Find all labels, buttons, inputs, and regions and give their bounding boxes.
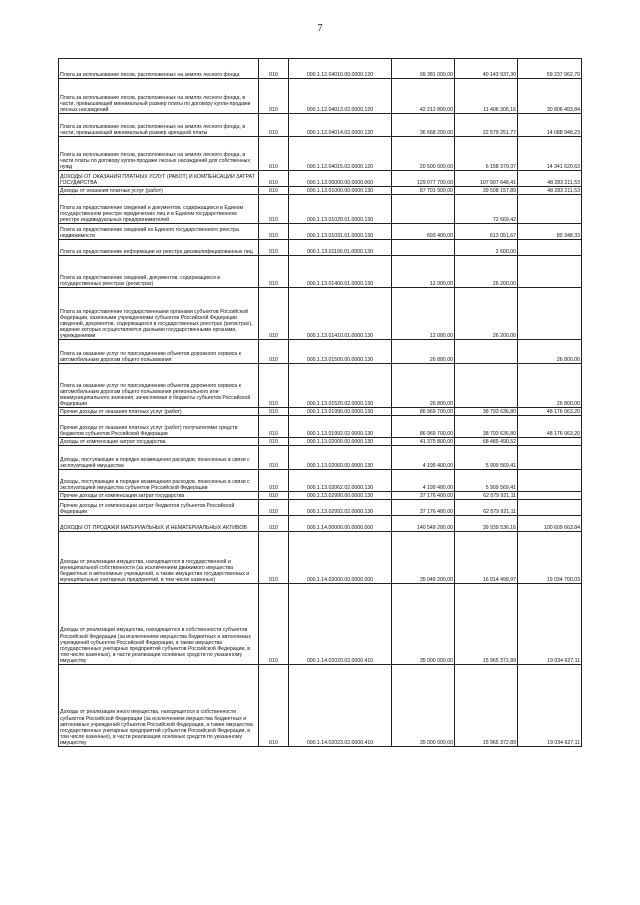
approved-amount-cell: 20 500 000,00: [392, 137, 455, 171]
unexecuted-amount-cell: 19 034 700,03: [518, 532, 582, 584]
unexecuted-amount-cell: 100 609 663,84: [518, 516, 582, 532]
executed-amount-cell: 613 051,67: [455, 224, 518, 240]
table-row: [59, 532, 582, 584]
revenue-name-cell: Доходы от оказания платных услуг (работ): [59, 187, 259, 195]
approved-amount-cell: 140 549 200,00: [392, 516, 455, 532]
executed-amount-cell: 5 909 569,41: [455, 446, 518, 470]
line-code-cell: 010: [259, 224, 289, 240]
budget-code-cell: 000.1.12.04010.00.0000.120: [289, 59, 392, 79]
budget-code-cell: 000.1.13.01500.00.0000.130: [289, 340, 392, 364]
budget-code-cell: 000.1.13.01992.02.0000.130: [289, 416, 392, 438]
unexecuted-amount-cell: [518, 256, 582, 288]
approved-amount-cell: 4 199 400,00: [392, 470, 455, 492]
budget-code-cell: 000.1.13.01031.01.0000.130: [289, 224, 392, 240]
budget-code-cell: 000.1.13.02990.00.0000.130: [289, 492, 392, 500]
unexecuted-amount-cell: [518, 240, 582, 256]
budget-code-cell: 000.1.14.02023.02.0000.410: [289, 665, 392, 747]
revenue-name-cell: Доходы от компенсации затрат государства: [59, 438, 259, 446]
table-row: [59, 438, 582, 446]
approved-amount-cell: 36 668 200,00: [392, 114, 455, 137]
table-row: [59, 79, 582, 114]
executed-amount-cell: 26 200,00: [455, 256, 518, 288]
approved-amount-cell: 37 176 400,00: [392, 500, 455, 516]
table-row: [59, 59, 582, 79]
budget-code-cell: 000.1.12.04014.02.0000.120: [289, 114, 392, 137]
budget-code-cell: 000.1.13.00000.00.0000.000: [289, 171, 392, 187]
table-row: [59, 470, 582, 492]
line-code-cell: 010: [259, 532, 289, 584]
line-code-cell: 010: [259, 137, 289, 171]
line-code-cell: 010: [259, 79, 289, 114]
budget-code-cell: 000.1.13.02992.02.0000.130: [289, 500, 392, 516]
budget-code-cell: 000.1.13.01410.01.0000.130: [289, 288, 392, 340]
approved-amount-cell: 42 212 800,00: [392, 79, 455, 114]
executed-amount-cell: 62 579 921,11: [455, 500, 518, 516]
executed-amount-cell: 22 579 251,77: [455, 114, 518, 137]
approved-amount-cell: 35 000 000,00: [392, 665, 455, 747]
approved-amount-cell: 693 400,00: [392, 224, 455, 240]
revenue-name-cell: Плата за использование лесов, расположенных на землях лесного фонда, в части, превышающей минимальный размер платы по договору купли-продажи лесных насаждений: [59, 79, 259, 114]
unexecuted-amount-cell: 48 176 063,20: [518, 408, 582, 416]
table-row: [59, 584, 582, 665]
table-row: [59, 364, 582, 408]
table-row: [59, 408, 582, 416]
budget-code-cell: 000.1.13.01520.02.0000.130: [289, 364, 392, 408]
line-code-cell: 010: [259, 187, 289, 195]
executed-amount-cell: 26 200,00: [455, 288, 518, 340]
unexecuted-amount-cell: 48 283 211,53: [518, 171, 582, 187]
executed-amount-cell: 15 965 372,89: [455, 665, 518, 747]
line-code-cell: 010: [259, 492, 289, 500]
executed-amount-cell: 2 600,00: [455, 240, 518, 256]
unexecuted-amount-cell: 14 088 948,23: [518, 114, 582, 137]
budget-code-cell: 000.1.13.01990.00.0000.130: [289, 408, 392, 416]
table-row: [59, 416, 582, 438]
executed-amount-cell: 62 579 921,11: [455, 492, 518, 500]
line-code-cell: 010: [259, 171, 289, 187]
line-code-cell: 010: [259, 584, 289, 665]
executed-amount-cell: 38 793 636,80: [455, 408, 518, 416]
revenue-name-cell: Плата за предоставление сведений, документов, содержащихся в государственных реестрах (регистрах): [59, 256, 259, 288]
unexecuted-amount-cell: 48 176 063,20: [518, 416, 582, 438]
table-row: [59, 256, 582, 288]
budget-code-cell: 000.1.14.02020.02.0000.410: [289, 584, 392, 665]
table-row: [59, 492, 582, 500]
revenue-name-cell: Прочие доходы от компенсации затрат государства: [59, 492, 259, 500]
line-code-cell: 010: [259, 500, 289, 516]
approved-amount-cell: 26 800,00: [392, 364, 455, 408]
unexecuted-amount-cell: 19 034 627,11: [518, 584, 582, 665]
unexecuted-amount-cell: 26 800,00: [518, 340, 582, 364]
executed-amount-cell: 107 997 648,41: [455, 171, 518, 187]
unexecuted-amount-cell: 19 034 627,11: [518, 665, 582, 747]
budget-code-cell: 000.1.13.01190.01.0000.130: [289, 240, 392, 256]
executed-amount-cell: 39 939 536,16: [455, 516, 518, 532]
table-row: [59, 500, 582, 516]
budget-code-cell: 000.1.13.01020.01.0000.130: [289, 195, 392, 224]
revenue-name-cell: Плата за оказание услуг по присоединению объектов дорожного сервиса к автомобильным дорогам общего пользования регионального или межмуниципального значения, зачисляемая в бюджеты субъектов Российской Федерации: [59, 364, 259, 408]
executed-amount-cell: 68 489 490,52: [455, 438, 518, 446]
approved-amount-cell: [392, 195, 455, 224]
revenue-name-cell: Плата за использование лесов, расположенных на землях лесного фонда, в части, превышающей минимальный размер арендной платы: [59, 114, 259, 137]
line-code-cell: 010: [259, 516, 289, 532]
revenue-name-cell: ДОХОДЫ ОТ ПРОДАЖИ МАТЕРИАЛЬНЫХ И НЕМАТЕРИАЛЬНЫХ АКТИВОВ: [59, 516, 259, 532]
executed-amount-cell: [455, 340, 518, 364]
budget-code-cell: 000.1.13.02000.00.0000.130: [289, 438, 392, 446]
unexecuted-amount-cell: [518, 195, 582, 224]
executed-amount-cell: 6 158 379,37: [455, 137, 518, 171]
approved-amount-cell: 26 800,00: [392, 340, 455, 364]
approved-amount-cell: 86 969 700,00: [392, 416, 455, 438]
approved-amount-cell: 12 000,00: [392, 288, 455, 340]
approved-amount-cell: 86 969 700,00: [392, 408, 455, 416]
budget-code-cell: 000.1.13.01400.01.0000.130: [289, 256, 392, 288]
approved-amount-cell: 129 077 700,00: [392, 171, 455, 187]
table-row: [59, 288, 582, 340]
table-row: [59, 516, 582, 532]
unexecuted-amount-cell: 26 800,00: [518, 364, 582, 408]
page-number: 7: [317, 23, 323, 34]
unexecuted-amount-cell: [518, 470, 582, 492]
unexecuted-amount-cell: 80 348,33: [518, 224, 582, 240]
budget-code-cell: 000.1.14.00000.00.0000.000: [289, 516, 392, 532]
line-code-cell: 010: [259, 240, 289, 256]
line-code-cell: 010: [259, 438, 289, 446]
revenue-name-cell: Плата за оказание услуг по присоединению объектов дорожного сервиса к автомобильным дорогам общего пользования: [59, 340, 259, 364]
executed-amount-cell: 15 965 372,89: [455, 584, 518, 665]
revenue-name-cell: Плата за предоставление государственными органами субъектов Российской Федерации, казенными учреждениями субъектов Российской Федерации сведений, документов, содержащихся в государственных реестрах (регистрах), ведение которых осуществляется данными государственными органами, учреждениями: [59, 288, 259, 340]
unexecuted-amount-cell: [518, 438, 582, 446]
line-code-cell: 010: [259, 408, 289, 416]
unexecuted-amount-cell: 48 283 211,53: [518, 187, 582, 195]
unexecuted-amount-cell: [518, 288, 582, 340]
revenue-name-cell: Доходы, поступающие в порядке возмещения расходов, понесенных в связи с эксплуатацией имущества субъектов Российской Федерации: [59, 470, 259, 492]
line-code-cell: 010: [259, 364, 289, 408]
revenue-name-cell: Плата за использование лесов, расположенных на землях лесного фонда, в части платы по договору купли-продажи лесных насаждений для собственных нужд: [59, 137, 259, 171]
revenue-name-cell: Плата за предоставление информации из реестра дисквалифицированных лиц: [59, 240, 259, 256]
unexecuted-amount-cell: 59 237 062,70: [518, 59, 582, 79]
executed-amount-cell: 40 143 937,30: [455, 59, 518, 79]
line-code-cell: 010: [259, 416, 289, 438]
executed-amount-cell: 11 406 306,16: [455, 79, 518, 114]
budget-code-cell: 000.1.12.04013.02.0000.120: [289, 79, 392, 114]
revenue-name-cell: ДОХОДЫ ОТ ОКАЗАНИЯ ПЛАТНЫХ УСЛУГ (РАБОТ) И КОМПЕНСАЦИИ ЗАТРАТ ГОСУДАРСТВА: [59, 171, 259, 187]
approved-amount-cell: 41 375 800,00: [392, 438, 455, 446]
approved-amount-cell: 35 000 000,00: [392, 584, 455, 665]
approved-amount-cell: 12 000,00: [392, 256, 455, 288]
line-code-cell: 010: [259, 288, 289, 340]
approved-amount-cell: 4 199 400,00: [392, 446, 455, 470]
approved-amount-cell: 37 176 400,00: [392, 492, 455, 500]
unexecuted-amount-cell: [518, 492, 582, 500]
table-row: [59, 446, 582, 470]
revenue-name-cell: Прочие доходы от оказания платных услуг (работ): [59, 408, 259, 416]
revenue-name-cell: Доходы от реализации имущества, находящегося в собственности субъектов Российской Федерации (за исключением имущества бюджетных и автономных учреждений субъектов Российской Федерации, а также имущества государственных унитарных предприятий субъектов Российской Федерации, в том числе казенных), в части реализации основных средств по указанному имуществу: [59, 584, 259, 665]
executed-amount-cell: 72 669,42: [455, 195, 518, 224]
line-code-cell: 010: [259, 446, 289, 470]
line-code-cell: 010: [259, 195, 289, 224]
revenue-name-cell: Плата за предоставление сведений из Единого государственного реестра недвижимости: [59, 224, 259, 240]
executed-amount-cell: 16 014 499,97: [455, 532, 518, 584]
budget-code-cell: 000.1.13.02060.00.0000.130: [289, 446, 392, 470]
table-row: [59, 195, 582, 224]
unexecuted-amount-cell: [518, 500, 582, 516]
revenue-name-cell: Плата за использование лесов, расположенных на землях лесного фонда: [59, 59, 259, 79]
line-code-cell: 010: [259, 665, 289, 747]
unexecuted-amount-cell: [518, 446, 582, 470]
line-code-cell: 010: [259, 470, 289, 492]
executed-amount-cell: [455, 364, 518, 408]
line-code-cell: 010: [259, 340, 289, 364]
revenue-name-cell: Плата за предоставление сведений и документов, содержащихся в Едином государственном реестре юридических лиц и в Едином государственном реестре индивидуальных предпринимателей: [59, 195, 259, 224]
table-row: [59, 187, 582, 195]
budget-code-cell: 000.1.13.02062.02.0000.130: [289, 470, 392, 492]
table-row: [59, 240, 582, 256]
budget-revenue-table: [58, 58, 582, 747]
approved-amount-cell: 99 381 000,00: [392, 59, 455, 79]
approved-amount-cell: 35 049 200,00: [392, 532, 455, 584]
table-row: [59, 137, 582, 171]
revenue-name-cell: Доходы от реализации имущества, находящегося в государственной и муниципальной собственности (за исключением движимого имущества бюджетных и автономных учреждений, а также имущества государственных и муниципальных унитарных предприятий, в том числе казенных): [59, 532, 259, 584]
approved-amount-cell: 87 701 900,00: [392, 187, 455, 195]
unexecuted-amount-cell: 30 806 493,84: [518, 79, 582, 114]
unexecuted-amount-cell: 14 341 620,63: [518, 137, 582, 171]
line-code-cell: 010: [259, 256, 289, 288]
approved-amount-cell: [392, 240, 455, 256]
table-row: [59, 224, 582, 240]
line-code-cell: 010: [259, 114, 289, 137]
revenue-name-cell: Прочие доходы от оказания платных услуг (работ) получателями средств бюджетов субъектов Российской Федерации: [59, 416, 259, 438]
line-code-cell: 010: [259, 59, 289, 79]
table-row: [59, 665, 582, 747]
table-row: [59, 171, 582, 187]
revenue-name-cell: Прочие доходы от компенсации затрат бюджетов субъектов Российской Федерации: [59, 500, 259, 516]
executed-amount-cell: 39 508 157,89: [455, 187, 518, 195]
revenue-name-cell: Доходы, поступающие в порядке возмещения расходов, понесенных в связи с эксплуатацией имущества: [59, 446, 259, 470]
budget-code-cell: 000.1.12.04015.02.0000.120: [289, 137, 392, 171]
budget-code-cell: 000.1.13.01000.00.0000.130: [289, 187, 392, 195]
table-row: [59, 340, 582, 364]
revenue-name-cell: Доходы от реализации иного имущества, находящегося в собственности субъектов Российской Федерации (за исключением имущества бюджетных и автономных учреждений субъектов Российской Федерации, а также имущества государственных унитарных предприятий субъектов Российской Федерации, в том числе казенных), в части реализации основных средств по указанному имуществу: [59, 665, 259, 747]
table-row: [59, 114, 582, 137]
executed-amount-cell: 5 909 569,41: [455, 470, 518, 492]
budget-code-cell: 000.1.14.02000.00.0000.000: [289, 532, 392, 584]
executed-amount-cell: 38 793 636,80: [455, 416, 518, 438]
